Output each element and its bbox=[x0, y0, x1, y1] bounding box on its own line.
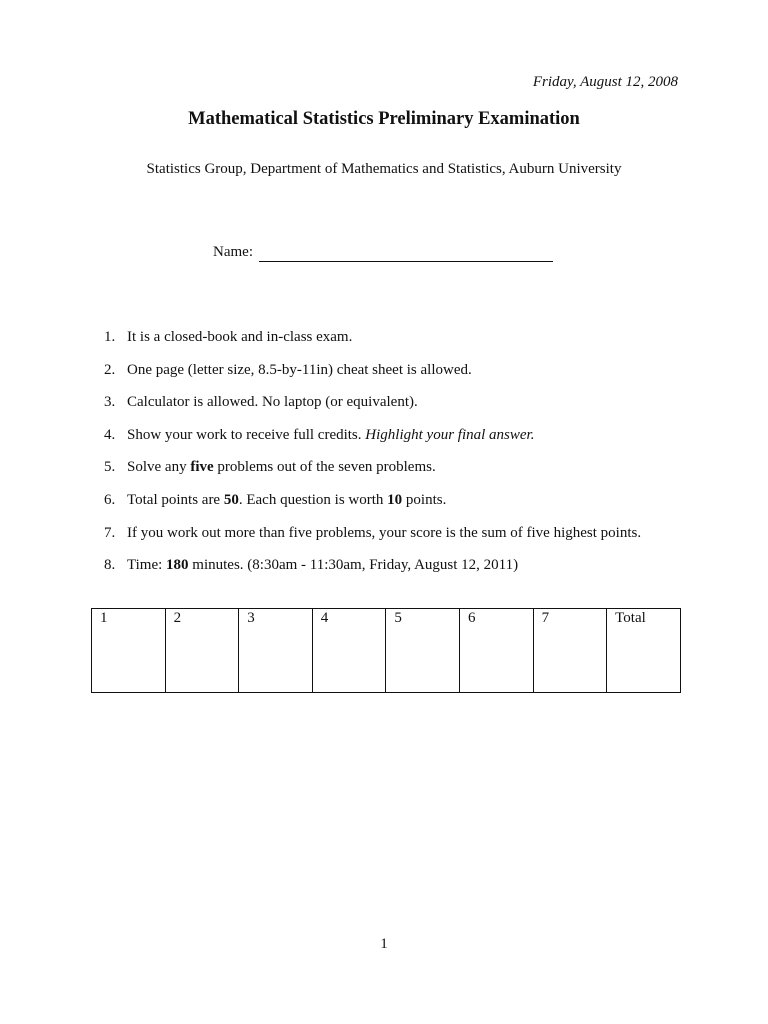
score-table bbox=[91, 608, 681, 693]
instruction-text: 180 bbox=[166, 557, 189, 574]
score-cell[interactable]: 5 bbox=[386, 609, 460, 693]
instruction-text: Total points are bbox=[127, 491, 224, 508]
instruction-text: Solve any bbox=[127, 459, 191, 476]
score-cell[interactable]: 3 bbox=[239, 609, 313, 693]
instructions-list bbox=[104, 327, 641, 588]
instruction-number: 3. bbox=[104, 394, 116, 411]
score-cell[interactable]: Total bbox=[607, 609, 681, 693]
instruction-text: Show your work to receive full credits. bbox=[127, 426, 366, 443]
instruction-text: . Each question is worth bbox=[238, 491, 388, 508]
instruction-text: One page (letter size, 8.5-by-11in) cheat sheet is allowed. bbox=[127, 361, 472, 378]
name-label: Name: bbox=[213, 244, 253, 260]
instruction-text: five bbox=[190, 459, 214, 476]
instruction-item bbox=[104, 360, 641, 393]
instruction-text: Calculator is allowed. No laptop (or equivalent). bbox=[127, 394, 418, 411]
page-title: Mathematical Statistics Preliminary Examination bbox=[188, 109, 580, 129]
instruction-text: It is a closed-book and in-class exam. bbox=[127, 329, 353, 345]
instruction-item bbox=[104, 425, 641, 458]
score-cell[interactable]: 4 bbox=[312, 609, 386, 693]
score-cell[interactable]: 7 bbox=[533, 609, 607, 693]
instruction-text: points. bbox=[402, 491, 447, 508]
instruction-item bbox=[104, 457, 641, 490]
instruction-number: 6. bbox=[104, 491, 116, 508]
instruction-text: minutes. (8:30am - 11:30am, Friday, August 12, 2011) bbox=[188, 557, 519, 574]
instruction-number: 7. bbox=[104, 524, 116, 541]
exam-date: Friday, August 12, 2008 bbox=[532, 74, 678, 90]
instruction-item bbox=[104, 327, 641, 360]
page-number: 1 bbox=[380, 936, 388, 952]
instruction-number: 2. bbox=[104, 361, 116, 378]
score-cell[interactable]: 6 bbox=[459, 609, 533, 693]
instruction-number: 5. bbox=[104, 459, 116, 476]
score-cell[interactable]: 1 bbox=[92, 609, 166, 693]
instruction-item bbox=[104, 523, 641, 556]
instruction-number: 1. bbox=[104, 329, 116, 345]
instruction-item bbox=[104, 555, 641, 588]
name-field-row bbox=[213, 244, 553, 261]
instruction-text: Time: bbox=[127, 557, 167, 574]
instruction-item bbox=[104, 490, 641, 523]
instruction-number: 8. bbox=[104, 557, 116, 574]
instruction-text: 50 bbox=[223, 491, 239, 508]
instruction-text: 10 bbox=[387, 491, 403, 508]
instruction-item bbox=[104, 392, 641, 425]
name-blank-line[interactable] bbox=[259, 245, 553, 262]
instruction-text: Highlight your final answer. bbox=[365, 426, 535, 443]
instruction-number: 4. bbox=[104, 426, 116, 443]
score-table-row bbox=[92, 609, 681, 693]
instruction-text: problems out of the seven problems. bbox=[213, 459, 436, 476]
department-subtitle: Statistics Group, Department of Mathematics and Statistics, Auburn University bbox=[146, 161, 622, 177]
instruction-text: If you work out more than five problems, your score is the sum of five highest points. bbox=[127, 524, 642, 541]
score-cell[interactable]: 2 bbox=[165, 609, 239, 693]
